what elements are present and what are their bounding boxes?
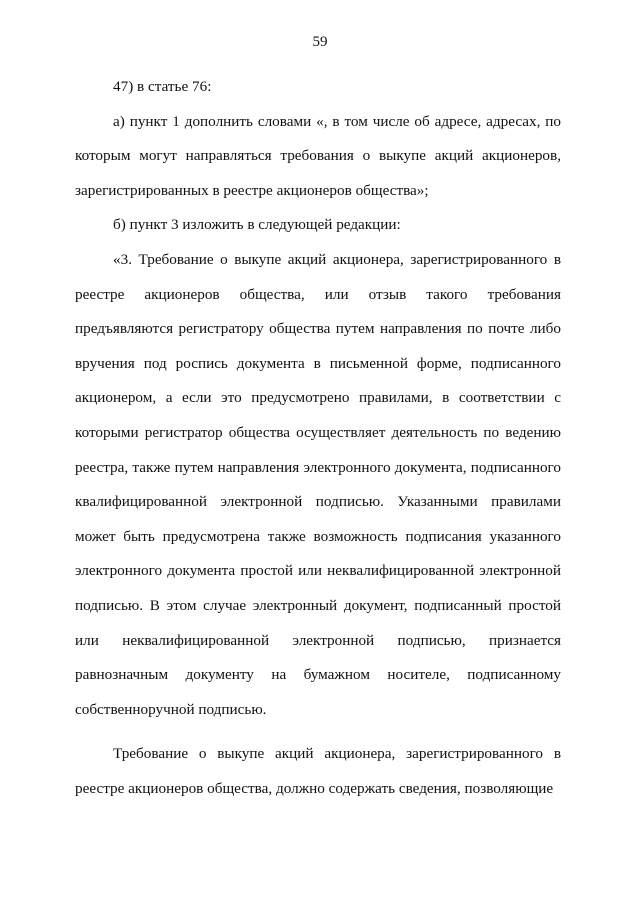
paragraph-subitem-a: а) пункт 1 дополнить словами «, в том числе об адресе, адресах, по которым могут направляться требования о выкупе акций акционеров, зарегистрированных в реестре акционеров общества»; bbox=[75, 112, 561, 199]
paragraph-subitem-b: б) пункт 3 изложить в следующей редакции: bbox=[113, 216, 401, 234]
document-body bbox=[75, 70, 561, 806]
paragraph-new-point-3: «3. Требование о выкупе акций акционера, зарегистрированного в реестре акционеров общества, или отзыв такого требования предъявляются регистратору общества путем направления по почте либо вручения под роспись документа в письменной форме, подписанного акционером, а если это предусмотрено правилами, в соответствии с которыми регистратор общества осуществляет деятельность по ведению реестра, также путем направления электронного документа, подписанного квалифицированной электронной подписью. Указанными правилами может быть предусмотрена также возможность подписания указанного электронного документа простой или неквалифицированной электронной подписью. В этом случае электронный документ, подписанный простой или неквалифицированной электронной подписью, признается равнозначным документу на бумажном носителе, подписанному собственноручной подписью. bbox=[75, 250, 561, 718]
paragraph-item-47: 47) в статье 76: bbox=[113, 78, 212, 95]
paragraph-requirement-content: Требование о выкупе акций акционера, зарегистрированного в реестре акционеров общества, должно содержать сведения, позволяющие bbox=[75, 745, 561, 797]
page-number: 59 bbox=[312, 34, 328, 50]
